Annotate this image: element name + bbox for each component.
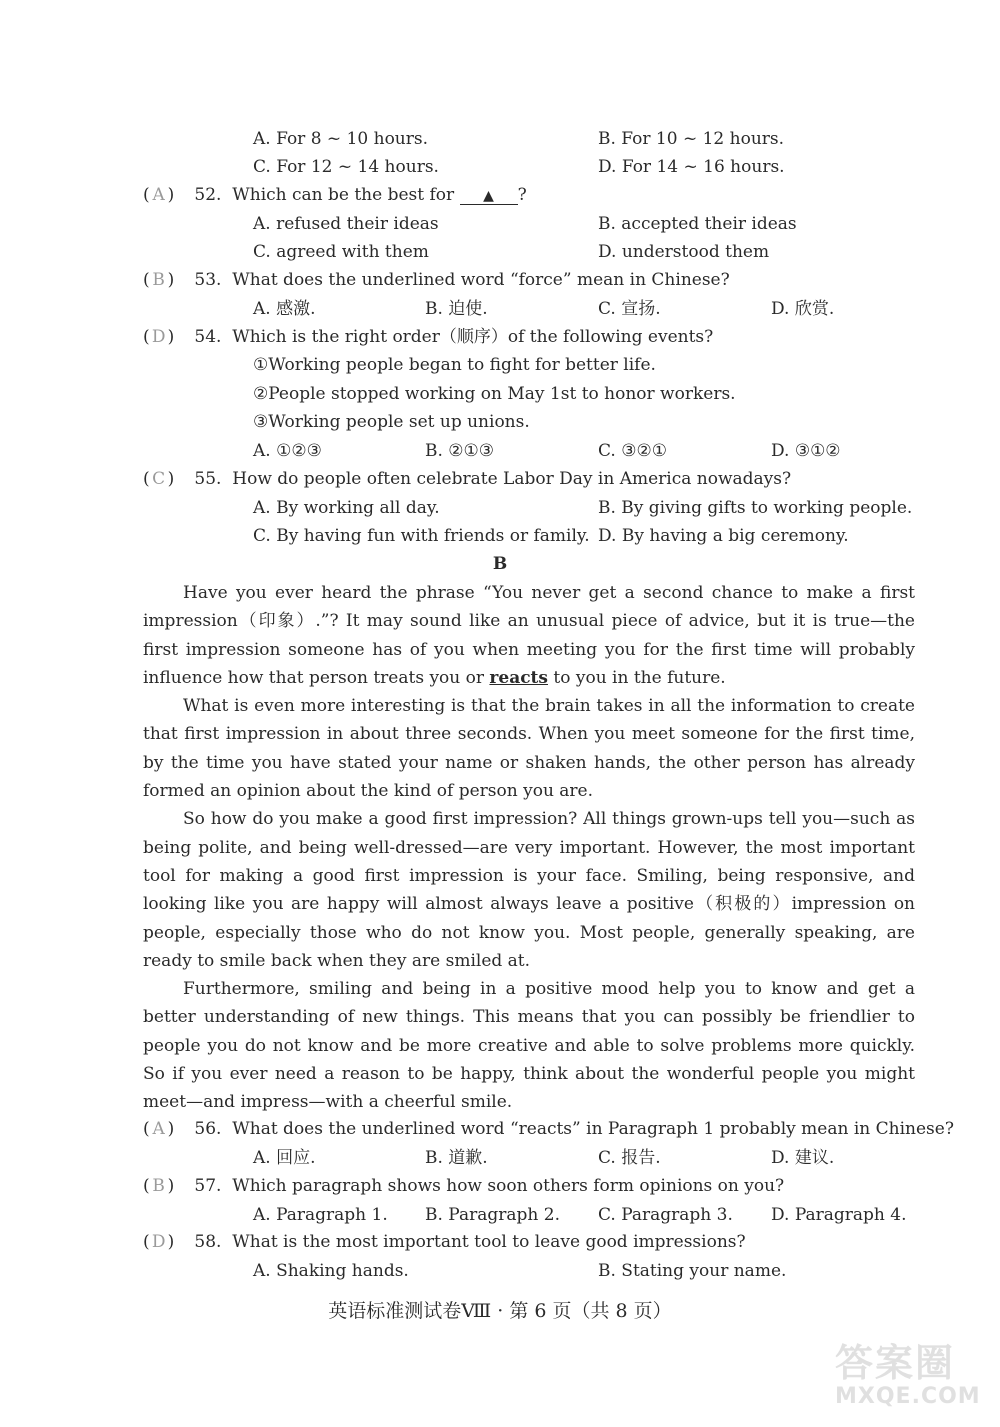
question-number: 57. [194,1176,222,1196]
q51-option-d: D. For 14 ~ 16 hours. [598,157,785,177]
question-53: ( B ) 53. What does the underlined word “force” mean in Chinese? [143,270,730,290]
answer-mark: C [152,469,166,489]
q52-option-c: C. agreed with them [253,242,429,262]
question-stem: What does the underlined word “reacts” in Paragraph 1 probably mean in Chinese? [232,1119,954,1139]
question-56: ( A ) 56. What does the underlined word “reacts” in Paragraph 1 probably mean in Chinese? [143,1119,954,1139]
q56-option-c: C. 报告. [598,1148,661,1168]
question-number: 53. [194,270,222,290]
question-58: ( D ) 58. What is the most important tool to leave good impressions? [143,1232,746,1252]
q55-option-a: A. By working all day. [253,498,440,518]
q54-option-b: B. ②①③ [425,441,495,461]
q51-option-c: C. For 12 ~ 14 hours. [253,157,439,177]
q58-option-a: A. Shaking hands. [253,1261,409,1281]
q54-event-1: ①Working people began to fight for better life. [253,355,656,375]
question-54: ( D ) 54. Which is the right order（顺序）of the following events? [143,327,714,347]
question-stem: How do people often celebrate Labor Day in America nowadays? [232,469,792,489]
q57-option-a: A. Paragraph 1. [253,1205,388,1225]
question-stem: What does the underlined word “force” mean in Chinese? [232,270,730,290]
underlined-word: reacts [489,667,548,688]
answer-mark: B [152,1176,165,1196]
q54-option-c: C. ③②① [598,441,667,461]
q56-option-d: D. 建议. [771,1148,835,1168]
q55-option-b: B. By giving gifts to working people. [598,498,913,518]
q57-option-d: D. Paragraph 4. [771,1205,907,1225]
q52-option-b: B. accepted their ideas [598,214,797,234]
answer-mark: B [152,270,165,290]
question-57: ( B ) 57. Which paragraph shows how soon others form opinions on you? [143,1176,785,1196]
q56-option-a: A. 回应. [253,1148,316,1168]
q57-option-c: C. Paragraph 3. [598,1205,733,1225]
q53-option-a: A. 感激. [253,299,316,319]
answer-mark: D [151,327,166,347]
paragraph-4: Furthermore, smiling and being in a positive mood help you to know and get a better understanding of new things. This means that you can possibly be friendlier to people you do not know and be more creative and able to solve problems more quickly. So if you ever need a reason to be happy, think about the wonderful people you might meet—and impress—with a cheerful smile. [143,979,915,1113]
question-stem: Which can be the best for [232,185,455,205]
q53-option-b: B. 迫使. [425,299,488,319]
section-heading: B [492,554,508,574]
q55-option-c: C. By having fun with friends or family. [253,526,590,546]
question-number: 54. [194,327,222,347]
page-footer: 英语标准测试卷Ⅷ · 第 6 页（共 8 页） [328,1300,672,1322]
q57-option-b: B. Paragraph 2. [425,1205,560,1225]
answer-blank: ▲ [460,188,518,205]
paragraph-1 [143,579,915,692]
paragraph-1-text: Have you ever heard the phrase “You never get a second chance to make a first impression（印象）.”? It may sound like an unusual piece of advice, but it is true—the first impression someone has of you when meeting you for the first time will probably influence how that person treats you or [143,583,915,688]
question-stem-end: ? [517,185,527,205]
watermark-logo: 答案圈 [835,1340,956,1385]
q58-option-b: B. Stating your name. [598,1261,787,1281]
question-number: 56. [194,1119,222,1139]
question-52: ( A ) 52. Which can be the best for ▲ ? [143,185,527,205]
question-stem: Which is the right order（顺序）of the following events? [232,327,714,347]
paragraph-1-text-end: to you in the future. [547,667,726,688]
q54-event-2: ②People stopped working on May 1st to honor workers. [253,384,736,404]
question-55: ( C ) 55. How do people often celebrate Labor Day in America nowadays? [143,469,792,489]
watermark-url: MXQE.COM [835,1384,981,1409]
question-number: 58. [194,1232,222,1252]
q55-option-d: D. By having a big ceremony. [598,526,849,546]
question-stem: What is the most important tool to leave good impressions? [232,1232,746,1252]
q53-option-d: D. 欣赏. [771,299,835,319]
answer-mark: A [152,185,165,205]
paragraph-3: So how do you make a good first impression? All things grown-ups tell you—such as being polite, and being well-dressed—are very important. However, the most important tool for making a good first impression is your face. Smiling, being responsive, and looking like you are happy will almost always leave a positive（积极的）impression on people, especially those who do not know you. Most people, generally speaking, are ready to smile back when they are smiled at. [143,809,915,971]
q52-option-d: D. understood them [598,242,770,262]
question-stem: Which paragraph shows how soon others form opinions on you? [232,1176,785,1196]
question-number: 52. [194,185,222,205]
q53-option-c: C. 宣扬. [598,299,661,319]
q54-event-3: ③Working people set up unions. [253,412,530,432]
paragraph-2: What is even more interesting is that the brain takes in all the information to create that first impression in about three seconds. When you meet someone for the first time, by the time you have stated your name or shaken hands, the other person has already formed an opinion about the kind of person you are. [143,696,915,802]
q54-option-a: A. ①②③ [253,441,322,461]
answer-mark: A [152,1119,165,1139]
reading-passage [143,579,915,1117]
q51-option-a: A. For 8 ~ 10 hours. [253,129,429,149]
question-number: 55. [194,469,222,489]
q51-option-b: B. For 10 ~ 12 hours. [598,129,785,149]
q52-option-a: A. refused their ideas [253,214,439,234]
answer-mark: D [151,1232,166,1252]
q54-option-d: D. ③①② [771,441,841,461]
q56-option-b: B. 道歉. [425,1148,488,1168]
watermark [835,1342,995,1422]
